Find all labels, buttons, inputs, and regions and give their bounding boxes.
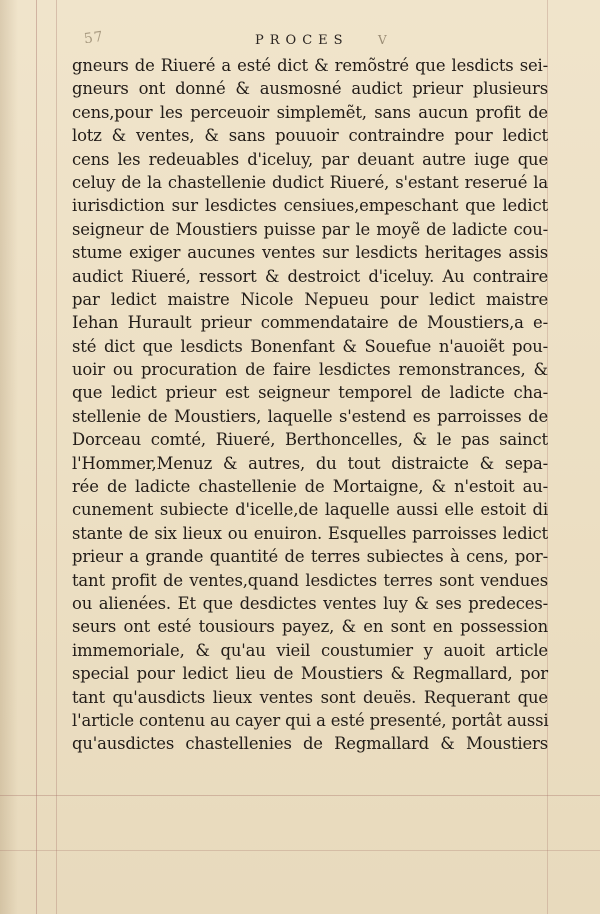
text-line: cunement subiecte d'icelle,de laquelle aussi elle estoit di <box>72 500 548 520</box>
text-line: l'Hommer,Menuz & autres, du tout distraicte & sepa- <box>72 453 548 473</box>
text-line: tant profit de ventes,quand lesdictes terres sont vendues <box>72 570 548 590</box>
text-line: seurs ont esté tousiours payez, & en sont en possession <box>72 617 548 637</box>
text-line: prieur a grande quantité de terres subiectes à cens, por- <box>72 547 548 567</box>
text-line: par ledict maistre Nicole Nepueu pour ledict maistre <box>72 289 548 309</box>
margin-rule-inner <box>56 0 57 914</box>
text-line: audict Riueré, ressort & destroict d'iceluy. Au contraire <box>72 266 548 286</box>
text-line: Iehan Hurault prieur commendataire de Moustiers,a e- <box>72 313 548 333</box>
text-line: seigneur de Moustiers puisse par le moyẽ de ladicte cou- <box>72 219 548 239</box>
text-line: cens les redeuables d'iceluy, par deuant autre iuge que <box>72 149 548 169</box>
text-line: gneurs de Riueré a esté dict & remõstré que lesdicts sei- <box>72 56 548 75</box>
text-line: Dorceau comté, Riueré, Berthoncelles, & le pas sainct <box>72 430 548 450</box>
text-line: tant qu'ausdicts lieux ventes sont deuës. Requerant que <box>72 687 548 707</box>
text-line: gneurs ont donné & ausmosné audict prieur plusieurs <box>72 79 548 99</box>
text-line: qu'ausdictes chastellenies de Regmallard & Moustiers <box>72 734 548 754</box>
margin-rule-left <box>36 0 37 914</box>
folio-number: 57 <box>82 28 105 48</box>
text-line: ou alienées. Et que desdictes ventes luy & ses predeces- <box>72 593 548 613</box>
text-line: stellenie de Moustiers, laquelle s'estend es parroisses de <box>72 406 548 426</box>
margin-rule-bottom <box>0 795 600 796</box>
text-line: celuy de la chastellenie dudict Riueré, s'estant reserué la <box>72 172 548 192</box>
text-line: que ledict prieur est seigneur temporel de ladicte cha- <box>72 383 548 403</box>
text-line: special pour ledict lieu de Moustiers & Regmallard, por <box>72 664 548 684</box>
body-text <box>72 54 548 756</box>
text-line: uoir ou procuration de faire lesdictes remonstrances, & <box>72 360 548 380</box>
running-head: PROCES <box>255 33 349 48</box>
text-line: l'article contenu au cayer qui a esté presenté, portât aussi <box>72 710 549 730</box>
text-line: lotz & ventes, & sans pouuoir contraindre pour ledict <box>72 126 548 146</box>
text-line: cens,pour les perceuoir simplemẽt, sans aucun profit de <box>72 102 548 122</box>
text-line: iurisdiction sur lesdictes censiues,empeschant que ledict <box>72 196 548 216</box>
text-line: rée de ladicte chastellenie de Mortaigne, & n'estoit au- <box>72 477 548 497</box>
running-head-edge-mark: V <box>378 33 389 47</box>
text-line: stante de six lieux ou enuiron. Esquelles parroisses ledict <box>72 523 548 543</box>
text-line: sté dict que lesdicts Bonenfant & Souefue n'auoiẽt pou- <box>72 336 548 356</box>
margin-rule-foot <box>0 850 600 851</box>
text-line: immemoriale, & qu'au vieil coustumier y auoit article <box>72 640 548 660</box>
text-line: stume exiger aucunes ventes sur lesdicts heritages assis <box>72 243 548 263</box>
